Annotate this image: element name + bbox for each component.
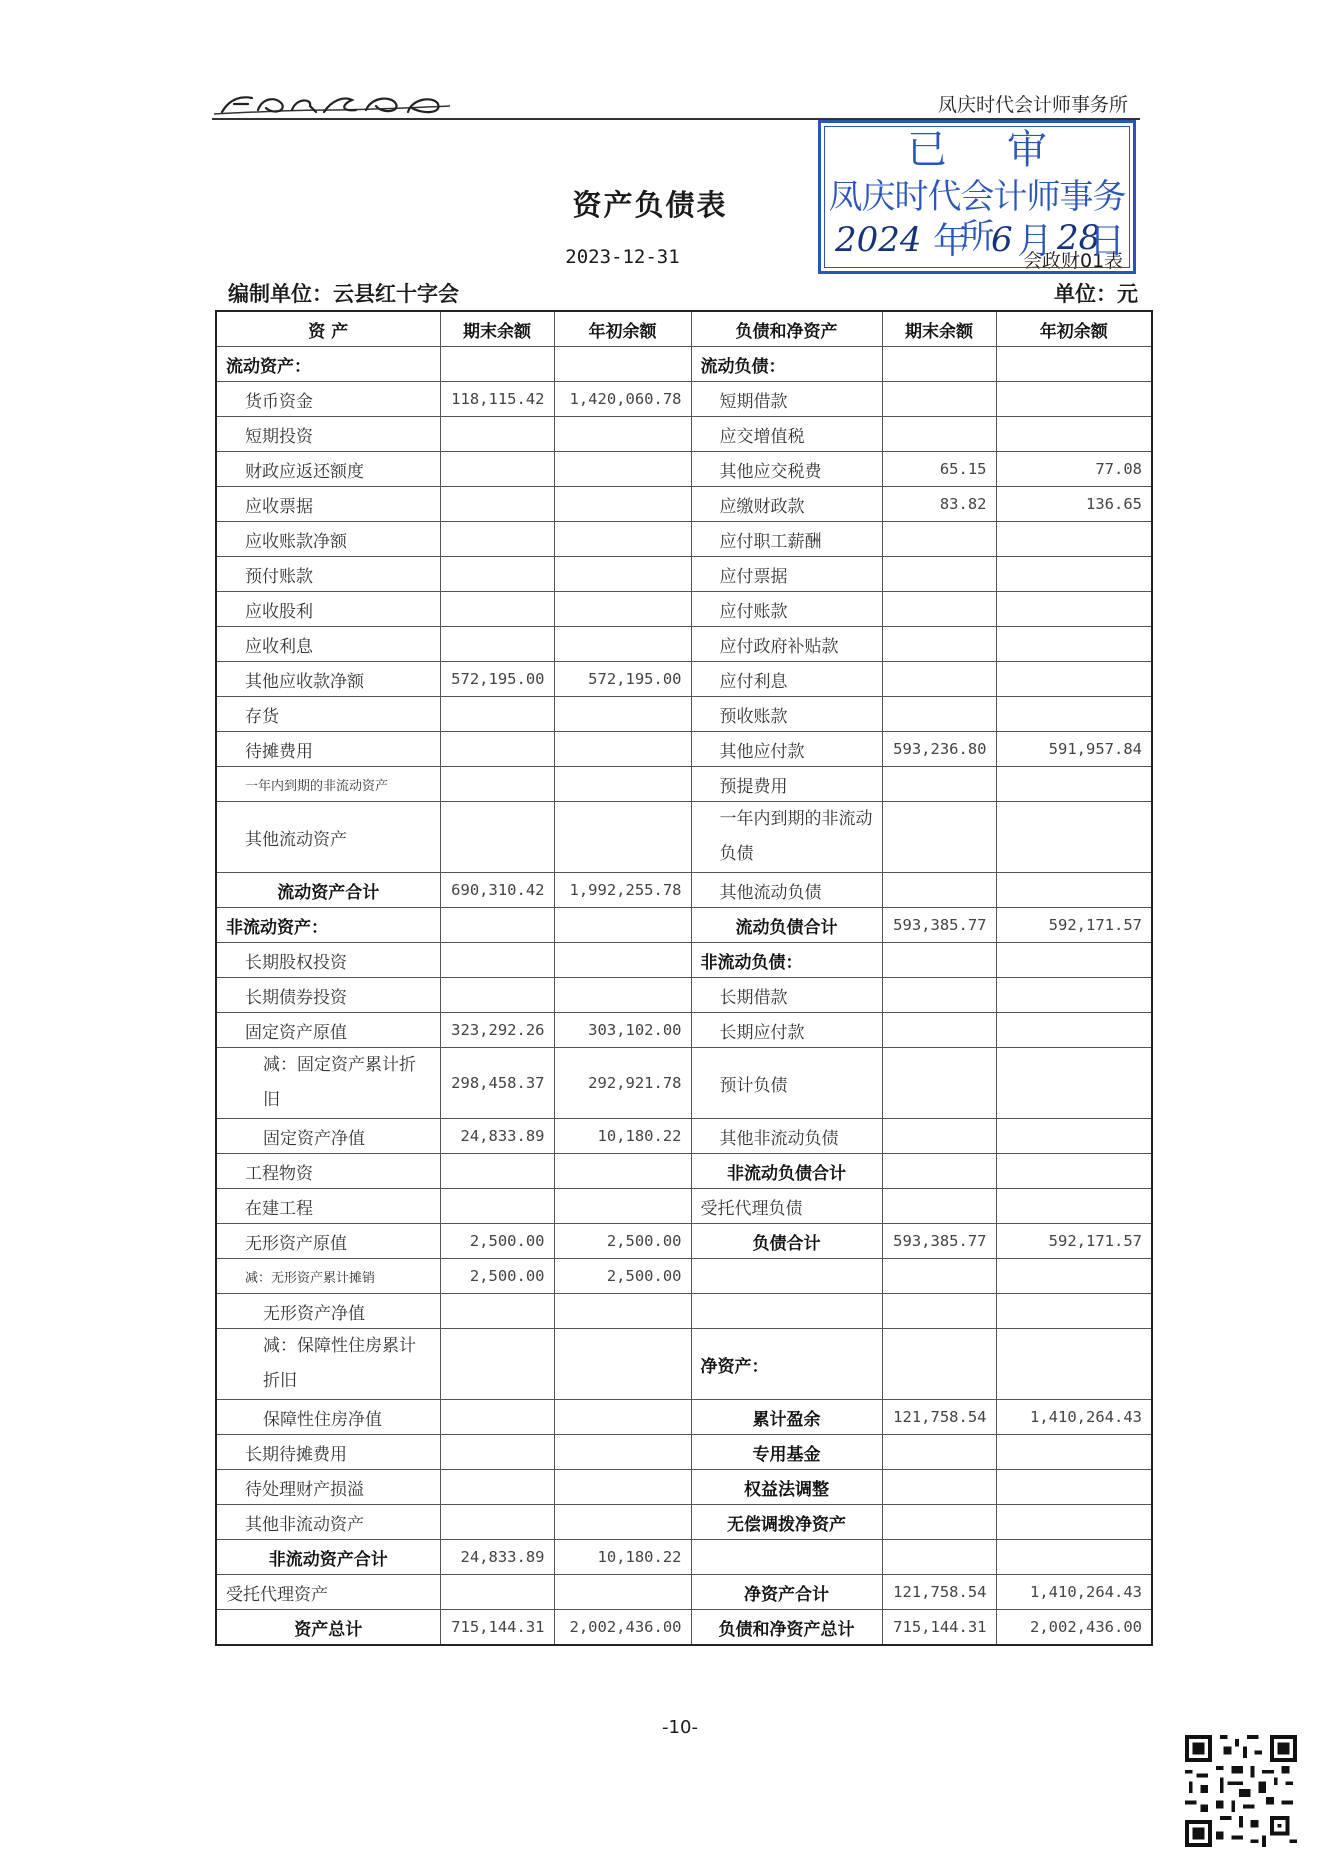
row-label: 一年内到期的非流动负债 [691, 802, 882, 873]
cell-value: 591,957.84 [996, 732, 1152, 767]
table-row [216, 873, 1152, 908]
table-row [216, 382, 1152, 417]
cell-value [554, 1329, 691, 1400]
row-label: 受托代理资产 [216, 1575, 440, 1610]
row-label: 受托代理负债 [691, 1189, 882, 1224]
cell-value [554, 452, 691, 487]
cell-value: 1,410,264.43 [996, 1575, 1152, 1610]
cell-value [882, 1119, 996, 1154]
table-row [216, 1329, 1152, 1400]
cell-value: 303,102.00 [554, 1013, 691, 1048]
cell-value [554, 1435, 691, 1470]
cell-value [440, 1470, 554, 1505]
cell-value [882, 1189, 996, 1224]
row-label: 净资产： [691, 1329, 882, 1400]
preparing-unit: 编制单位：云县红十字会 [228, 282, 459, 306]
row-label: 长期借款 [691, 978, 882, 1013]
row-label: 非流动资产： [216, 908, 440, 943]
table-row [216, 627, 1152, 662]
cell-value [554, 1400, 691, 1435]
cell-value [996, 943, 1152, 978]
cell-value [996, 627, 1152, 662]
row-label: 非流动资产合计 [216, 1540, 440, 1575]
cell-value [882, 1470, 996, 1505]
row-label: 长期待摊费用 [216, 1435, 440, 1470]
cell-value [554, 1505, 691, 1540]
cell-value [440, 1505, 554, 1540]
cell-value [882, 592, 996, 627]
row-label: 应缴财政款 [691, 487, 882, 522]
row-label: 累计盈余 [691, 1400, 882, 1435]
cell-value: 118,115.42 [440, 382, 554, 417]
cell-value [882, 1435, 996, 1470]
row-label: 短期借款 [691, 382, 882, 417]
cell-value [554, 697, 691, 732]
cell-value: 136.65 [996, 487, 1152, 522]
table-row [216, 802, 1152, 873]
cell-value [882, 1540, 996, 1575]
row-label: 应交增值税 [691, 417, 882, 452]
cell-value [554, 767, 691, 802]
cell-value [554, 417, 691, 452]
row-label: 其他非流动资产 [216, 1505, 440, 1540]
row-label: 其他应付款 [691, 732, 882, 767]
cell-value [996, 1505, 1152, 1540]
row-label: 预计负债 [691, 1048, 882, 1119]
cell-value [996, 592, 1152, 627]
table-row [216, 1119, 1152, 1154]
cell-value [882, 1294, 996, 1329]
table-row [216, 978, 1152, 1013]
cell-value [554, 802, 691, 873]
row-label: 专用基金 [691, 1435, 882, 1470]
table-row [216, 1575, 1152, 1610]
cell-value: 2,002,436.00 [996, 1610, 1152, 1646]
cell-value [996, 697, 1152, 732]
row-label: 应收股利 [216, 592, 440, 627]
cell-value [440, 417, 554, 452]
cell-value [554, 1575, 691, 1610]
currency-unit: 单位：元 [1054, 282, 1138, 306]
row-label: 一年内到期的非流动资产 [216, 767, 440, 802]
balance-sheet-table [215, 310, 1153, 1646]
row-label: 固定资产原值 [216, 1013, 440, 1048]
row-label: 短期投资 [216, 417, 440, 452]
row-label: 应收票据 [216, 487, 440, 522]
table-row [216, 697, 1152, 732]
cell-value [440, 592, 554, 627]
cell-value [996, 1119, 1152, 1154]
cell-value [554, 592, 691, 627]
stamp-firm-name: 凤庆时代会计师事务所 [828, 177, 1126, 257]
cell-value: 593,236.80 [882, 732, 996, 767]
row-label: 无形资产原值 [216, 1224, 440, 1259]
row-label: 应收账款净额 [216, 522, 440, 557]
cell-value [996, 662, 1152, 697]
cell-value: 715,144.31 [440, 1610, 554, 1646]
cell-value [996, 1154, 1152, 1189]
cell-value: 10,180.22 [554, 1540, 691, 1575]
row-label: 待摊费用 [216, 732, 440, 767]
stamp-year-char: 年 [933, 221, 970, 262]
cell-value: 593,385.77 [882, 908, 996, 943]
row-label: 减：保障性住房累计折旧 [216, 1329, 440, 1400]
cell-value: 2,500.00 [440, 1224, 554, 1259]
cell-value [882, 662, 996, 697]
table-row [216, 487, 1152, 522]
table-row [216, 908, 1152, 943]
table-row [216, 1400, 1152, 1435]
table-row [216, 1540, 1152, 1575]
col-header: 负债和净资产 [691, 311, 882, 347]
cell-value [440, 1575, 554, 1610]
cell-value: 572,195.00 [440, 662, 554, 697]
row-label: 待处理财产损溢 [216, 1470, 440, 1505]
cell-value [882, 557, 996, 592]
stamp-audited-text: 已审 [907, 127, 1107, 173]
cell-value [440, 732, 554, 767]
table-row [216, 452, 1152, 487]
row-label: 预收账款 [691, 697, 882, 732]
cell-value [882, 873, 996, 908]
cell-value: 2,500.00 [554, 1259, 691, 1294]
cell-value [882, 1013, 996, 1048]
cell-value [882, 697, 996, 732]
cell-value [440, 767, 554, 802]
cell-value: 10,180.22 [554, 1119, 691, 1154]
table-row [216, 1189, 1152, 1224]
row-label: 流动资产： [216, 347, 440, 382]
cell-value [440, 1400, 554, 1435]
cell-value [554, 1294, 691, 1329]
document-title: 资产负债表 [572, 188, 728, 222]
col-header: 资 产 [216, 311, 440, 347]
row-label: 权益法调整 [691, 1470, 882, 1505]
cell-value [554, 557, 691, 592]
cell-value [996, 873, 1152, 908]
table-row [216, 943, 1152, 978]
row-label [691, 1540, 882, 1575]
table-row [216, 522, 1152, 557]
cell-value [996, 1259, 1152, 1294]
table-row [216, 662, 1152, 697]
cell-value [554, 1470, 691, 1505]
cell-value [440, 487, 554, 522]
cell-value [554, 1154, 691, 1189]
cell-value [554, 943, 691, 978]
col-header: 期末余额 [882, 311, 996, 347]
cell-value [996, 1013, 1152, 1048]
row-label: 无形资产净值 [216, 1294, 440, 1329]
cell-value [882, 943, 996, 978]
cell-value: 592,171.57 [996, 908, 1152, 943]
col-header: 期末余额 [440, 311, 554, 347]
cell-value [554, 627, 691, 662]
row-label: 长期应付款 [691, 1013, 882, 1048]
table-row [216, 1048, 1152, 1119]
table-row [216, 417, 1152, 452]
table-row [216, 592, 1152, 627]
cell-value [554, 908, 691, 943]
row-label: 预付账款 [216, 557, 440, 592]
cell-value: 1,410,264.43 [996, 1400, 1152, 1435]
row-label: 资产总计 [216, 1610, 440, 1646]
row-label: 应付政府补贴款 [691, 627, 882, 662]
cell-value [996, 1294, 1152, 1329]
cell-value: 121,758.54 [882, 1575, 996, 1610]
cell-value [440, 943, 554, 978]
cell-value [996, 802, 1152, 873]
cell-value: 2,002,436.00 [554, 1610, 691, 1646]
cell-value [440, 452, 554, 487]
row-label: 长期股权投资 [216, 943, 440, 978]
cell-value [882, 627, 996, 662]
row-label: 财政应返还额度 [216, 452, 440, 487]
cell-value [996, 1329, 1152, 1400]
table-row [216, 1013, 1152, 1048]
cell-value [996, 417, 1152, 452]
table-row [216, 1259, 1152, 1294]
cell-value: 298,458.37 [440, 1048, 554, 1119]
row-label: 流动负债合计 [691, 908, 882, 943]
row-label: 其他应收款净额 [216, 662, 440, 697]
cell-value [554, 1189, 691, 1224]
row-label: 应付票据 [691, 557, 882, 592]
cell-value: 2,500.00 [554, 1224, 691, 1259]
cell-value [882, 1505, 996, 1540]
cell-value [440, 627, 554, 662]
cell-value [554, 487, 691, 522]
cell-value [440, 1294, 554, 1329]
cell-value [882, 417, 996, 452]
row-label: 减：无形资产累计摊销 [216, 1259, 440, 1294]
table-row [216, 1294, 1152, 1329]
cell-value [996, 978, 1152, 1013]
row-label: 存货 [216, 697, 440, 732]
stamp-year-handwritten: 2024 [835, 220, 922, 260]
row-label [691, 1294, 882, 1329]
row-label: 其他非流动负债 [691, 1119, 882, 1154]
cell-value [882, 1154, 996, 1189]
row-label: 应收利息 [216, 627, 440, 662]
cell-value: 83.82 [882, 487, 996, 522]
cell-value [440, 978, 554, 1013]
cell-value: 572,195.00 [554, 662, 691, 697]
cell-value: 323,292.26 [440, 1013, 554, 1048]
row-label: 减：固定资产累计折旧 [216, 1048, 440, 1119]
cell-value [996, 1189, 1152, 1224]
cell-value: 292,921.78 [554, 1048, 691, 1119]
cell-value [882, 382, 996, 417]
table-row [216, 767, 1152, 802]
cell-value [882, 1048, 996, 1119]
cell-value [440, 1154, 554, 1189]
stamp-month-handwritten: 6 [991, 220, 1013, 260]
row-label: 在建工程 [216, 1189, 440, 1224]
form-number: 会政财01表 [1023, 250, 1124, 272]
cell-value [440, 522, 554, 557]
report-date: 2023-12-31 [565, 246, 680, 268]
stamp-month-char: 月 [1017, 221, 1054, 262]
table-row [216, 347, 1152, 382]
row-label: 工程物资 [216, 1154, 440, 1189]
cell-value [440, 908, 554, 943]
cell-value [440, 347, 554, 382]
cell-value: 593,385.77 [882, 1224, 996, 1259]
row-label: 负债和净资产总计 [691, 1610, 882, 1646]
row-label: 流动资产合计 [216, 873, 440, 908]
table-row [216, 1505, 1152, 1540]
cell-value: 715,144.31 [882, 1610, 996, 1646]
cell-value [996, 1470, 1152, 1505]
table-row [216, 1154, 1152, 1189]
cell-value: 121,758.54 [882, 1400, 996, 1435]
cell-value: 1,992,255.78 [554, 873, 691, 908]
row-label: 负债合计 [691, 1224, 882, 1259]
row-label: 其他流动负债 [691, 873, 882, 908]
row-label: 货币资金 [216, 382, 440, 417]
row-label: 保障性住房净值 [216, 1400, 440, 1435]
cell-value: 65.15 [882, 452, 996, 487]
row-label: 应付利息 [691, 662, 882, 697]
col-header: 年初余额 [554, 311, 691, 347]
row-label: 流动负债： [691, 347, 882, 382]
cell-value: 690,310.42 [440, 873, 554, 908]
row-label [691, 1259, 882, 1294]
audit-stamp [818, 120, 1136, 274]
table-row [216, 1224, 1152, 1259]
cell-value: 77.08 [996, 452, 1152, 487]
page-number: -10- [662, 1717, 698, 1738]
cell-value [440, 1329, 554, 1400]
table-row [216, 557, 1152, 592]
cell-value [996, 382, 1152, 417]
col-header: 年初余额 [996, 311, 1152, 347]
cell-value [882, 347, 996, 382]
qr-code-icon [1185, 1735, 1297, 1847]
cell-value [996, 347, 1152, 382]
firm-name: 凤庆时代会计师事务所 [937, 94, 1128, 116]
row-label: 应付账款 [691, 592, 882, 627]
cell-value [440, 802, 554, 873]
cell-value [882, 802, 996, 873]
row-label: 预提费用 [691, 767, 882, 802]
cell-value [996, 522, 1152, 557]
cell-value: 24,833.89 [440, 1540, 554, 1575]
row-label: 无偿调拨净资产 [691, 1505, 882, 1540]
cell-value [554, 522, 691, 557]
row-label: 净资产合计 [691, 1575, 882, 1610]
table-row [216, 1470, 1152, 1505]
row-label: 非流动负债： [691, 943, 882, 978]
cell-value [440, 557, 554, 592]
table-row [216, 732, 1152, 767]
stamp-day-handwritten: 28 [1057, 218, 1101, 258]
cell-value [554, 347, 691, 382]
cell-value [440, 697, 554, 732]
row-label: 应付职工薪酬 [691, 522, 882, 557]
table-row [216, 1610, 1152, 1646]
stamp-day-char: 日 [1089, 221, 1126, 262]
cell-value [882, 1329, 996, 1400]
row-label: 其他应交税费 [691, 452, 882, 487]
row-label: 长期债券投资 [216, 978, 440, 1013]
cell-value: 24,833.89 [440, 1119, 554, 1154]
cell-value: 1,420,060.78 [554, 382, 691, 417]
cell-value [996, 557, 1152, 592]
cell-value [554, 732, 691, 767]
cell-value [996, 767, 1152, 802]
row-label: 非流动负债合计 [691, 1154, 882, 1189]
firm-logo [212, 92, 452, 118]
table-row [216, 1435, 1152, 1470]
cell-value [440, 1189, 554, 1224]
cell-value [996, 1435, 1152, 1470]
cell-value: 592,171.57 [996, 1224, 1152, 1259]
cell-value [882, 978, 996, 1013]
cell-value [882, 1259, 996, 1294]
cell-value [440, 1435, 554, 1470]
table-header-row [216, 311, 1152, 347]
cell-value [882, 522, 996, 557]
cell-value [996, 1540, 1152, 1575]
cell-value [996, 1048, 1152, 1119]
row-label: 其他流动资产 [216, 802, 440, 873]
row-label: 固定资产净值 [216, 1119, 440, 1154]
cell-value [882, 767, 996, 802]
cell-value [554, 978, 691, 1013]
cell-value: 2,500.00 [440, 1259, 554, 1294]
